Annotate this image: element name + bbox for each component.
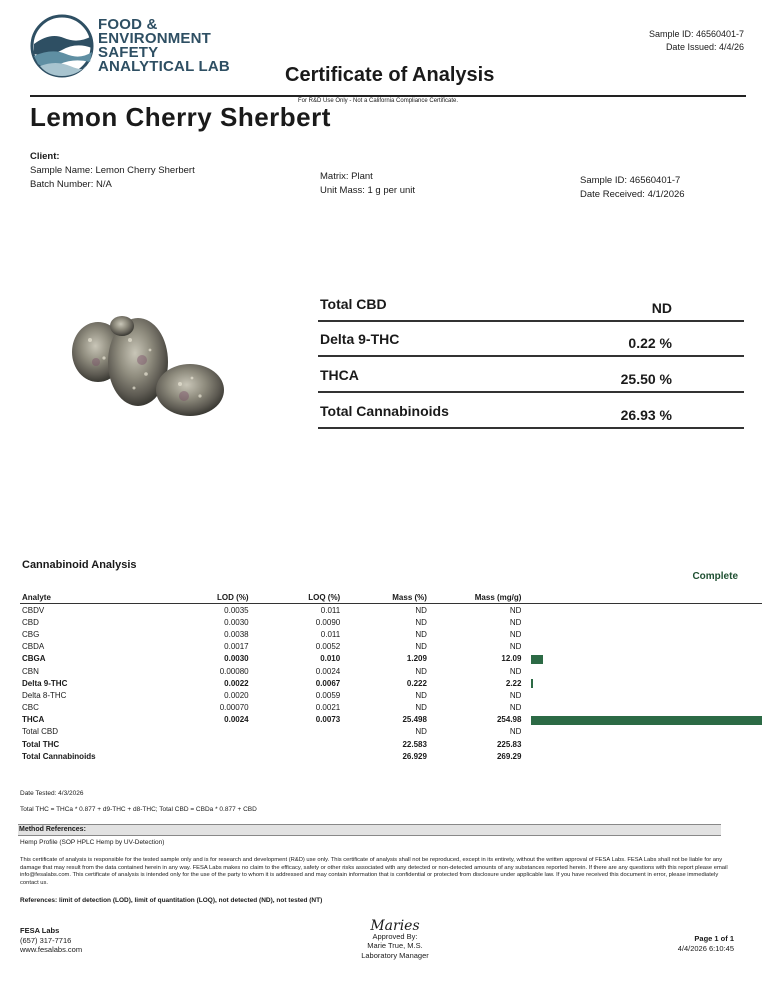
mass-bar [531, 716, 762, 725]
column-header: LOD (%) [170, 591, 257, 604]
analyte-cell: Total CBD [22, 727, 59, 737]
header-date-issued: Date Issued: 4/4/26 [665, 42, 744, 52]
method-references-bar: Method References: [18, 824, 721, 836]
rd-note: For R&D Use Only - Not a California Compliance Certificate. [298, 98, 459, 104]
loq-cell: 0.010 [320, 654, 341, 664]
loq-cell: 0.0021 [315, 703, 341, 713]
signature: Maries [370, 918, 420, 934]
bar-cell [527, 641, 762, 653]
table-row [20, 702, 762, 714]
logo-line: ANALYTICAL LAB [98, 58, 230, 75]
table-row [20, 604, 762, 617]
table-row [20, 726, 762, 738]
lod-cell [170, 738, 257, 750]
bar-cell [527, 628, 762, 640]
analyte-cell: CBD [22, 617, 39, 627]
bar-cell [527, 738, 762, 750]
date-received: Date Received: 4/1/2026 [580, 189, 685, 200]
loq-cell [257, 726, 349, 738]
lod-cell: 0.0024 [224, 715, 249, 725]
cannabinoid-table [20, 591, 762, 762]
loq-cell: 0.0059 [315, 690, 341, 700]
table-header-row [20, 591, 762, 604]
references: References: limit of detection (LOD), limit of quantitation (LOQ), not detected (ND), not tested (NT) [20, 897, 323, 904]
lod-cell: 0.00070 [219, 703, 249, 713]
approved-by: Approved By: [372, 931, 418, 941]
bar-cell [527, 702, 762, 714]
mass-percent-cell: ND [415, 629, 427, 639]
logo-line: SAFETY [98, 44, 159, 61]
logo-line: FOOD & [98, 16, 158, 33]
loq-cell: 0.0090 [315, 617, 341, 627]
summary-value: 26.93 % [620, 407, 672, 423]
mass-mg-cell: ND [509, 642, 522, 652]
certificate-title: Certificate of Analysis [285, 64, 495, 86]
bar-cell [527, 714, 762, 726]
lod-cell: 0.0022 [224, 678, 249, 688]
mass-percent-cell: ND [415, 617, 427, 627]
lod-cell: 0.0035 [224, 605, 249, 615]
sample-photo-icon [60, 300, 230, 430]
loq-cell [257, 750, 349, 762]
mass-percent-cell: ND [415, 642, 427, 652]
footer-website: www.fesalabs.com [20, 945, 83, 954]
mass-percent-cell: 0.222 [406, 678, 427, 688]
summary-row-delta9-thc [318, 329, 744, 357]
bar-cell [527, 665, 762, 677]
mass-mg-cell: 12.09 [501, 654, 522, 664]
analyte-cell: Total THC [22, 739, 60, 749]
bar-cell [527, 604, 762, 617]
table-row [20, 714, 762, 726]
lab-logo-icon [30, 14, 94, 78]
logo-line: ENVIRONMENT [98, 30, 212, 47]
analyte-cell: CBC [22, 703, 39, 713]
bar-cell [527, 653, 762, 665]
mass-percent-cell: 25.498 [402, 715, 427, 725]
summary-label: Delta 9-THC [320, 331, 400, 347]
mass-percent-cell: ND [415, 690, 427, 700]
mass-mg-cell: ND [509, 690, 522, 700]
header-sample-id: Sample ID: 46560401-7 [648, 29, 744, 39]
analyte-cell: CBDV [22, 605, 45, 615]
footer-approval [340, 918, 450, 960]
footer-page [678, 934, 734, 953]
mass-mg-cell: ND [509, 666, 522, 676]
lod-cell: 0.0020 [224, 690, 249, 700]
mass-mg-cell: ND [509, 605, 522, 615]
mass-mg-cell: 2.22 [505, 678, 522, 688]
mass-mg-cell: 225.83 [496, 739, 522, 749]
mass-percent-cell: ND [415, 727, 427, 737]
table-row [20, 653, 762, 665]
summary-value: 0.22 % [628, 335, 672, 351]
mass-bar [531, 655, 542, 664]
lod-cell [170, 750, 257, 762]
header-rule [30, 95, 746, 97]
footer-lab-name: FESA Labs [20, 926, 60, 935]
summary-row-total-cbd [318, 294, 744, 322]
lod-cell: 0.0017 [224, 642, 249, 652]
client-info [30, 150, 195, 192]
mass-percent-cell: 1.209 [406, 654, 427, 664]
disclaimer: This certificate of analysis is responsible for the tested sample only and is for research and development (R&D) use only. This certificate of analysis shall not be reproduced, except in its entirety, without the written approval of FESA Labs. FESA Labs shall not be liable for any damage that may result from the data contained herein in any way. FESA Labs makes no claim to the efficacy, safety or other risks associated with any detected or non-detected amounts of any substances reported herein. If there are any questions with this report please email info@fesalabs.com. This certificate of analysis is intended only for the use of the party to whom it is addressed and may contain information that is confidential or protected from disclosure under applicable law. If you have received this document in error, please immediately contact us. [20, 857, 728, 886]
lod-cell [170, 726, 257, 738]
product-name: Lemon Cherry Sherbert [30, 102, 331, 132]
footer-timestamp: 4/4/2026 6:10:45 [677, 943, 734, 953]
method-text: Hemp Profile (SOP HPLC Hemp by UV-Detection) [20, 839, 165, 846]
mass-percent-cell: 22.583 [402, 739, 427, 749]
mass-mg-cell: 269.29 [496, 751, 522, 761]
header-meta [649, 28, 744, 54]
approver-title: Laboratory Manager [361, 950, 429, 960]
analysis-title: Cannabinoid Analysis [22, 559, 137, 571]
table-row [20, 677, 762, 689]
column-header: Mass (%) [348, 591, 433, 604]
summary-row-thca [318, 365, 744, 393]
status-badge: Complete [692, 571, 738, 582]
mass-percent-cell: 26.929 [402, 751, 427, 761]
analyte-cell: CBGA [22, 654, 46, 664]
column-header: LOQ (%) [257, 591, 349, 604]
analyte-cell: Delta 8-THC [22, 690, 67, 700]
summary-row-total-cannabinoids [318, 401, 744, 429]
analyte-cell: Total Cannabinoids [22, 751, 96, 761]
loq-cell: 0.0052 [315, 642, 341, 652]
column-header: Mass (mg/g) [433, 591, 528, 604]
mass-mg-cell: ND [509, 727, 522, 737]
summary-label: Total CBD [320, 296, 387, 312]
matrix: Matrix: Plant [320, 171, 373, 182]
mass-mg-cell: ND [509, 703, 522, 713]
sample-id: Sample ID: 46560401-7 [580, 175, 681, 186]
table-row [20, 750, 762, 762]
loq-cell [257, 738, 349, 750]
analyte-cell: CBN [22, 666, 39, 676]
column-header: Analyte [20, 591, 170, 604]
total-formula: Total THC = THCa * 0.877 + d9-THC + d8-THC; Total CBD = CBDa * 0.877 + CBD [20, 806, 257, 813]
table-row [20, 689, 762, 701]
unit-mass: Unit Mass: 1 g per unit [320, 185, 416, 196]
client-label: Client: [30, 151, 60, 162]
analyte-cell: Delta 9-THC [22, 678, 68, 688]
mass-mg-cell: 254.98 [496, 715, 522, 725]
lod-cell: 0.0038 [224, 629, 249, 639]
analyte-cell: THCA [22, 715, 45, 725]
page-number: Page 1 of 1 [694, 934, 734, 943]
mass-mg-cell: ND [509, 629, 522, 639]
summary-value: ND [651, 300, 672, 316]
analyte-cell: CBG [22, 629, 40, 639]
summary-value: 25.50 % [620, 371, 672, 387]
bar-cell [527, 677, 762, 689]
table-row [20, 738, 762, 750]
loq-cell: 0.0073 [315, 715, 341, 725]
batch-number: Batch Number: N/A [30, 179, 112, 190]
table-row [20, 641, 762, 653]
table-row [20, 628, 762, 640]
footer-phone: (657) 317-7716 [20, 935, 72, 945]
analyte-cell: CBDA [22, 642, 45, 652]
bar-cell [527, 726, 762, 738]
mass-bar [531, 679, 533, 688]
table-row [20, 616, 762, 628]
loq-cell: 0.0067 [315, 678, 341, 688]
date-tested: Date Tested: 4/3/2026 [20, 790, 84, 797]
mass-percent-cell: ND [415, 605, 427, 615]
table-row [20, 665, 762, 677]
summary-label: Total Cannabinoids [320, 403, 449, 419]
footer-lab [20, 926, 82, 955]
lab-logo-text [98, 18, 230, 74]
sample-info [580, 174, 685, 202]
lod-cell: 0.0030 [224, 617, 249, 627]
mass-mg-cell: ND [509, 617, 522, 627]
summary-label: THCA [320, 367, 359, 383]
bar-cell [527, 616, 762, 628]
bar-cell [527, 750, 762, 762]
mass-percent-cell: ND [415, 666, 427, 676]
loq-cell: 0.0024 [315, 666, 341, 676]
bar-cell [527, 689, 762, 701]
lod-cell: 0.0030 [224, 654, 249, 664]
approver-name: Marie True, M.S. [367, 941, 423, 950]
mass-percent-cell: ND [415, 703, 427, 713]
sample-name: Sample Name: Lemon Cherry Sherbert [30, 165, 195, 176]
loq-cell: 0.011 [320, 629, 341, 639]
matrix-info [320, 170, 415, 198]
lod-cell: 0.00080 [219, 666, 249, 676]
loq-cell: 0.011 [320, 605, 341, 615]
column-header-bar [527, 591, 762, 604]
